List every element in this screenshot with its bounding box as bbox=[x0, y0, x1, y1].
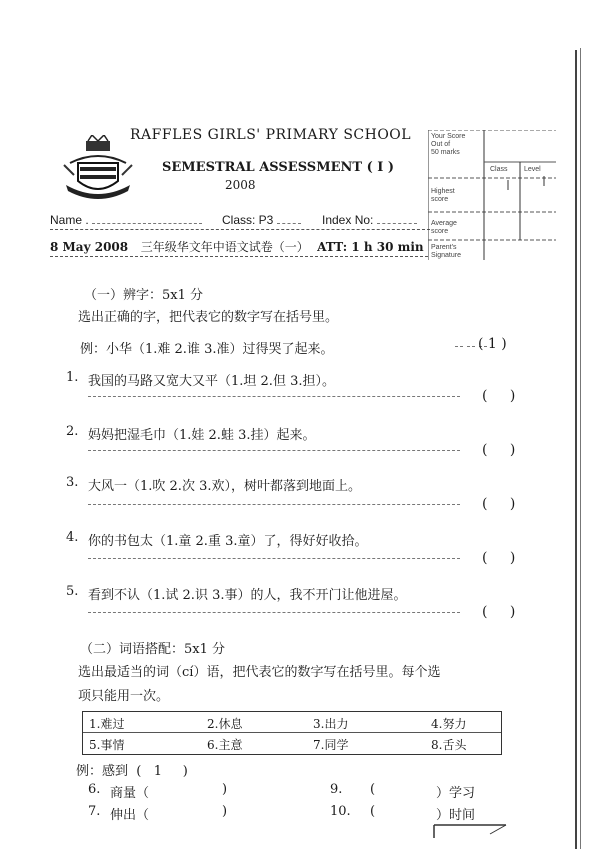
answer-line bbox=[88, 396, 460, 397]
signature-label: Signature bbox=[431, 252, 461, 259]
question-text: 妈妈把湿毛巾（1.娃 2.蛙 3.挂）起来。 bbox=[88, 428, 316, 443]
scan-header-noise bbox=[70, 30, 74, 38]
item-close-paren[interactable]: ) bbox=[222, 804, 228, 819]
highest-label: Highest bbox=[431, 188, 455, 195]
answer-line bbox=[88, 450, 460, 451]
question-number: 3. bbox=[66, 475, 79, 490]
options-table bbox=[82, 711, 502, 755]
answer-line bbox=[88, 504, 460, 505]
item-number: 6. bbox=[88, 782, 101, 797]
section2-instruction: 选出最适当的词（cí）语，把代表它的数字写在括号里。每个选 bbox=[78, 665, 441, 680]
option-item: 5.事情 bbox=[89, 738, 125, 752]
name-label: Name . bbox=[50, 213, 89, 227]
item-text: ）学习 bbox=[436, 786, 476, 801]
name-field[interactable] bbox=[50, 213, 202, 227]
answer-paren-2[interactable]: ( ) bbox=[482, 442, 516, 458]
example-answer: 1 bbox=[487, 336, 497, 352]
question-text: 大风一（1.吹 2.次 3.欢），树叶都落到地面上。 bbox=[88, 479, 361, 494]
school-crest-icon bbox=[60, 135, 136, 205]
score-label: Your Score bbox=[431, 133, 466, 140]
score-marks-label: 50 marks bbox=[431, 149, 460, 156]
item-open-paren[interactable]: ( bbox=[370, 782, 376, 797]
class-field[interactable] bbox=[222, 213, 301, 227]
item-close-paren[interactable]: ) bbox=[222, 782, 228, 797]
item-text: 伸出（ bbox=[110, 808, 150, 823]
option-item: 3.出力 bbox=[313, 717, 349, 731]
page-edge-line bbox=[575, 50, 577, 849]
option-item: 7.同学 bbox=[313, 738, 349, 752]
exam-title: 三年级华文年中语文试卷（一） bbox=[140, 240, 309, 254]
header-divider-2 bbox=[50, 256, 428, 257]
class-label: Class: P3 bbox=[222, 213, 274, 227]
option-item: 8.舌头 bbox=[431, 738, 467, 752]
header-divider bbox=[50, 229, 430, 230]
option-item: 4.努力 bbox=[431, 717, 467, 731]
score-outof-label: Out of bbox=[431, 141, 451, 148]
question-number: 1. bbox=[66, 370, 79, 385]
question-text: 我国的马路又宽大又平（1.坦 2.但 3.担）。 bbox=[88, 374, 335, 389]
answer-paren-4[interactable]: ( ) bbox=[482, 550, 516, 566]
exam-date: 8 May 2008 bbox=[50, 240, 129, 254]
section2-title: （二）词语搭配：5x1 分 bbox=[80, 642, 226, 657]
score-box bbox=[428, 130, 558, 260]
options-row-divider bbox=[83, 732, 501, 733]
index-label: Index No: bbox=[322, 213, 374, 227]
answer-line bbox=[88, 612, 460, 613]
option-item: 2.休息 bbox=[207, 717, 243, 731]
example-label: 例：感到 bbox=[76, 764, 129, 779]
parent-label: Parent's bbox=[431, 244, 457, 251]
level-column-label: Level bbox=[524, 166, 541, 173]
section2-example: 例：感到 ( 1 ) bbox=[76, 764, 188, 779]
name-blank[interactable] bbox=[92, 213, 202, 224]
item-text: ）时间 bbox=[436, 808, 476, 823]
assessment-year: 2008 bbox=[225, 178, 256, 192]
option-item: 6.主意 bbox=[207, 738, 243, 752]
answer-paren-1[interactable]: ( ) bbox=[482, 388, 516, 404]
index-blank[interactable] bbox=[377, 213, 417, 224]
option-item: 1.难过 bbox=[89, 717, 125, 731]
example-answer-2: 1 bbox=[153, 764, 163, 779]
question-text: 你的书包太（1.童 2.重 3.童）了，得好好收拾。 bbox=[88, 534, 368, 549]
assessment-title: SEMESTRAL ASSESSMENT ( I ) bbox=[162, 160, 395, 175]
average-label-2: score bbox=[431, 228, 449, 235]
answer-paren-3[interactable]: ( ) bbox=[482, 496, 516, 512]
example-dash bbox=[455, 346, 463, 347]
question-text: 看到不认（1.试 2.识 3.事）的人，我不开门让他进屋。 bbox=[88, 588, 407, 603]
section2-instruction-2: 项只能用一次。 bbox=[78, 689, 170, 704]
section1-example: 例：小华（1.难 2.谁 3.准）过得哭了起来。 bbox=[80, 342, 334, 357]
section1-instruction: 选出正确的字，把代表它的数字写在括号里。 bbox=[78, 310, 339, 325]
item-text: 商量（ bbox=[110, 786, 150, 801]
question-number: 4. bbox=[66, 530, 79, 545]
class-column-label: Class bbox=[490, 166, 508, 173]
answer-box-corner bbox=[430, 824, 514, 838]
exam-duration: ATT: 1 h 30 min bbox=[317, 240, 424, 254]
section1-title: （一）辨字：5x1 分 bbox=[84, 288, 204, 303]
page-edge-line-2 bbox=[580, 48, 581, 849]
item-number: 9. bbox=[330, 782, 343, 797]
school-name: RAFFLES GIRLS' PRIMARY SCHOOL bbox=[130, 127, 412, 143]
question-number: 2. bbox=[66, 424, 79, 439]
example-dash bbox=[467, 346, 475, 347]
exam-info-line bbox=[50, 238, 424, 255]
item-number: 10. bbox=[330, 804, 351, 819]
question-number: 5. bbox=[66, 584, 79, 599]
class-blank[interactable] bbox=[277, 213, 301, 224]
item-open-paren[interactable]: ( bbox=[370, 804, 376, 819]
average-label: Average bbox=[431, 220, 457, 227]
highest-label-2: score bbox=[431, 196, 449, 203]
example-answer-box: ( 1 ) bbox=[478, 336, 507, 352]
index-field[interactable] bbox=[322, 213, 417, 227]
item-number: 7. bbox=[88, 804, 101, 819]
answer-paren-5[interactable]: ( ) bbox=[482, 604, 516, 620]
answer-line bbox=[88, 558, 460, 559]
